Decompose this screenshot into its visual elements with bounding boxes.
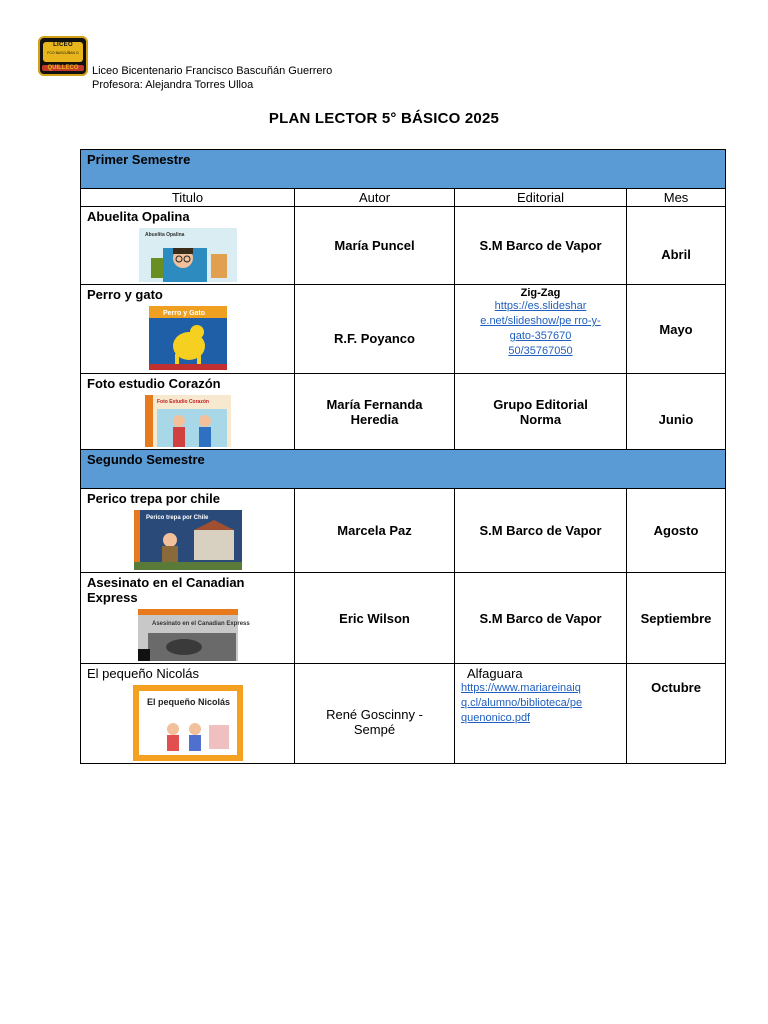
- table-row: [81, 489, 726, 573]
- month-cell: Octubre: [627, 664, 726, 764]
- author-line: Heredia: [350, 411, 399, 427]
- cover-title-text: Perico trepa por Chile: [145, 515, 208, 521]
- author-cell: [295, 664, 455, 764]
- author-cell: [295, 374, 455, 450]
- month-cell: Agosto: [627, 489, 726, 573]
- semester-label: Primer Semestre: [81, 150, 726, 189]
- book-title-cell: [81, 489, 295, 573]
- book-title-cell: [81, 285, 295, 374]
- book-title: Abuelita Opalina: [87, 209, 190, 224]
- cover-title-text: Asesinato en el Canadian Express: [151, 621, 250, 627]
- editorial-cell: [455, 664, 627, 764]
- semester-row: [81, 150, 726, 189]
- book-link[interactable]: 50/35767050: [508, 345, 573, 357]
- cover-title-text: Foto Estudio Corazón: [156, 399, 209, 405]
- school-header: [92, 64, 332, 92]
- school-name: Liceo Bicentenario Francisco Bascuñán Guerrero: [92, 65, 333, 77]
- header-autor: Autor: [295, 189, 455, 207]
- book-cover-image: [134, 510, 242, 570]
- book-title: Perro y gato: [87, 287, 163, 302]
- logo-text-1: LICEO: [53, 42, 73, 48]
- cover-title-text: El pequeño Nicolás: [146, 697, 230, 707]
- header-mes: Mes: [627, 189, 726, 207]
- table-row: [81, 285, 726, 374]
- book-title: El pequeño Nicolás: [87, 666, 200, 681]
- table-row: [81, 374, 726, 450]
- book-link[interactable]: q.cl/alumno/biblioteca/pe: [461, 697, 583, 709]
- editorial-cell: S.M Barco de Vapor: [455, 573, 627, 664]
- cover-title-text: Abuelita Opalina: [144, 232, 184, 238]
- editorial-line: Norma: [519, 411, 562, 427]
- book-link[interactable]: e.net/slideshow/pe rro-y-: [480, 315, 601, 327]
- page-title: PLAN LECTOR 5° BÁSICO 2025: [268, 110, 500, 127]
- book-title-cell: [81, 207, 295, 285]
- month-cell: Junio: [627, 374, 726, 450]
- author-line: René Goscinny -: [326, 706, 423, 722]
- header-row: [81, 189, 726, 207]
- book-cover-image: [139, 228, 237, 282]
- editorial-name: Alfaguara: [467, 666, 523, 681]
- author-cell: Marcela Paz: [295, 489, 455, 573]
- table-row: [81, 207, 726, 285]
- book-cover-image: [138, 609, 250, 661]
- logo-text-3: QUILLECO: [42, 65, 84, 71]
- book-title: Perico trepa por chile: [87, 491, 220, 506]
- school-logo: [38, 36, 88, 76]
- teacher-name: Profesora: Alejandra Torres Ulloa: [92, 79, 254, 91]
- book-title-cell: [81, 573, 295, 664]
- month-cell: Abril: [627, 207, 726, 285]
- table-row: [81, 573, 726, 664]
- cover-title-text: Perro y Gato: [162, 310, 205, 317]
- book-title: Asesinato en el Canadian: [87, 575, 245, 590]
- book-cover-image: [145, 395, 231, 447]
- month-cell: Mayo: [627, 285, 726, 374]
- book-title: Foto estudio Corazón: [87, 376, 221, 391]
- month-cell: Septiembre: [627, 573, 726, 664]
- book-cover-image: [149, 306, 227, 370]
- author-line: María Fernanda: [326, 396, 423, 412]
- logo-text-2: FCO BASCUÑAN G: [47, 51, 79, 55]
- editorial-line: Grupo Editorial: [493, 396, 588, 412]
- author-cell: María Puncel: [295, 207, 455, 285]
- semester-label: Segundo Semestre: [81, 450, 726, 489]
- book-cover-image: [133, 685, 243, 761]
- reading-plan-table: [80, 149, 726, 764]
- author-line: Sempé: [353, 721, 396, 737]
- header-titulo: Titulo: [81, 189, 295, 207]
- book-link[interactable]: https://www.mariareinaiq: [461, 682, 581, 694]
- semester-row: [81, 450, 726, 489]
- header-editorial: Editorial: [455, 189, 627, 207]
- book-link[interactable]: quenonico.pdf: [461, 712, 531, 724]
- editorial-name: Zig-Zag: [520, 287, 561, 299]
- book-title-cell: [81, 664, 295, 764]
- table-row: [81, 664, 726, 764]
- author-cell: Eric Wilson: [295, 573, 455, 664]
- book-link[interactable]: https://es.slideshar: [494, 300, 587, 312]
- editorial-cell: [455, 374, 627, 450]
- book-title-cell: [81, 374, 295, 450]
- editorial-cell: S.M Barco de Vapor: [455, 489, 627, 573]
- book-link[interactable]: gato-357670: [509, 330, 572, 342]
- author-cell: R.F. Poyanco: [295, 285, 455, 374]
- book-title-cont: Express: [87, 590, 138, 605]
- editorial-cell: [455, 285, 627, 374]
- editorial-cell: S.M Barco de Vapor: [455, 207, 627, 285]
